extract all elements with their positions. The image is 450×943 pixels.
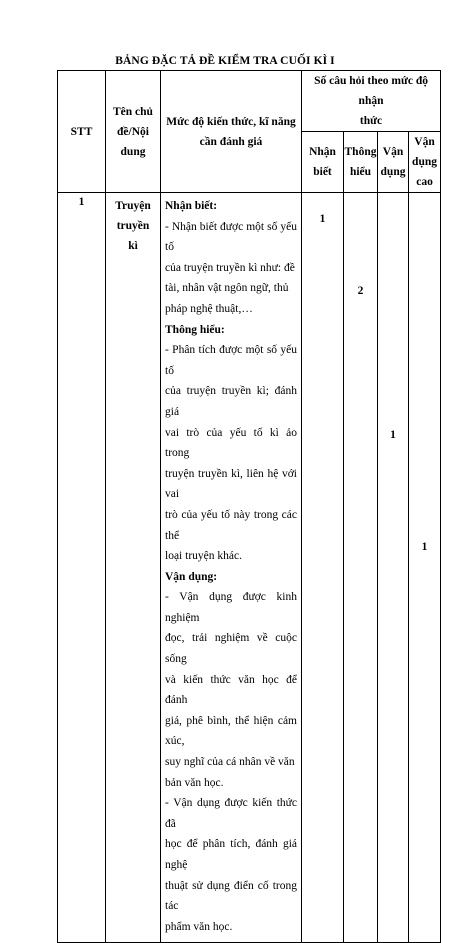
understand-heading: Thông hiểu: [165,323,225,336]
table-row [58,193,441,943]
row-description: Nhận biết: - Nhận biết được một số yếu tố của truyện truyền kì như: đề tài, nhân vật ngôn ngữ, thủ pháp nghệ thuật,… Thông hiểu: - Phân tích được một số yếu tố của truyện truyền kì; đánh giá vai trò của yếu tố kì ảo trong truyện truyền kì, liên hệ với vai trò của yếu tố này trong các thể loại truyện khác. Vận dụng: - Vận dụng được kinh nghiệm đọc, trải nghiệm về cuộc sống và kiến thức văn học để đánh giá, phê bình, thể hiện cảm xúc, suy nghĩ của cá nhân về văn bản văn học. - Vận dụng được kiến thức đã học để phân tích, đánh giá nghệ thuật sử dụng điển cố trong tác phẩm văn học. [161,193,302,943]
header-level-apply-high: Vận dụng cao [409,132,441,193]
header-level-apply: Vận dụng [378,132,409,193]
count-understand: 2 [344,193,378,943]
header-topic: Tên chủ đề/Nội dung [106,71,161,193]
header-stt: STT [58,71,106,193]
header-level-recognize: Nhận biết [302,132,344,193]
header-question-count: Số câu hỏi theo mức độ nhận thức [302,71,441,132]
apply-heading: Vận dụng: [165,570,218,583]
count-apply: 1 [378,193,409,943]
spec-table [57,70,441,943]
recognize-heading: Nhận biết: [165,200,218,212]
page-title: BẢNG ĐẶC TẢ ĐỀ KIỂM TRA CUỐI KÌ I [115,55,335,67]
count-apply-high: 1 [409,193,441,943]
header-level-understand: Thông hiểu [344,132,378,193]
row-topic: Truyện truyền kì [106,193,161,943]
count-recognize: 1 [302,193,344,943]
header-level-desc: Mức độ kiến thức, kĩ năng cần đánh giá [161,71,302,193]
header-row-top [58,71,441,132]
row-stt: 1 [58,193,106,943]
